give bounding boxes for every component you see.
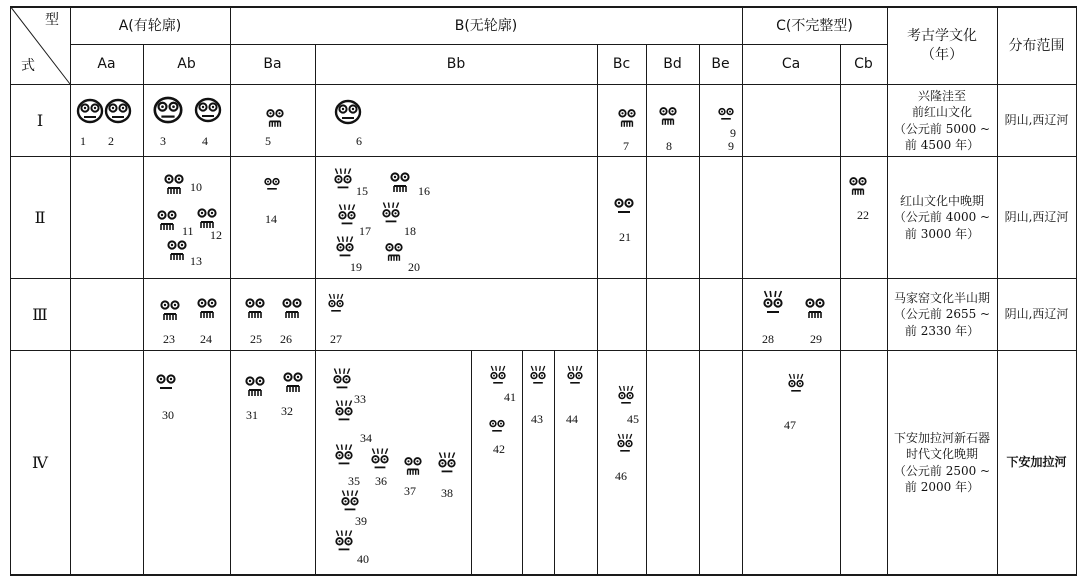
figure-number: 17 (359, 224, 371, 238)
group-header-b: B(无轮廓) (454, 17, 518, 34)
figure-number: 4 (202, 134, 208, 148)
figure-number: 10 (190, 180, 202, 194)
petroglyph-face-icon (246, 377, 263, 396)
petroglyph-face-icon (850, 178, 865, 195)
petroglyph-face-icon (619, 386, 633, 403)
range-row-1: 阴山,西辽河 (1004, 113, 1069, 128)
figure-number: 32 (281, 404, 293, 418)
figure-number: 20 (408, 260, 420, 274)
petroglyph-face-icon (789, 374, 803, 391)
figure-number: 33 (354, 392, 366, 406)
petroglyph-face-icon (198, 209, 215, 228)
figure-number: 34 (360, 431, 372, 445)
row-label-4: Ⅳ (32, 452, 48, 472)
petroglyph-face-icon (246, 299, 263, 318)
figure-number: 9 (730, 126, 736, 140)
petroglyph-face-icon (336, 401, 351, 420)
figure-number: 46 (615, 469, 627, 483)
petroglyph-face-icon (165, 175, 182, 194)
figure-number: 21 (619, 230, 631, 244)
corner-type-label: 型 (45, 11, 59, 28)
figure-number: 19 (350, 260, 362, 274)
petroglyph-face-icon (267, 110, 282, 127)
figure-number: 31 (246, 408, 258, 422)
figure-number: 27 (330, 332, 342, 346)
petroglyph-face-icon (336, 531, 351, 550)
figure-number: 43 (531, 412, 543, 426)
petroglyph-face-icon (806, 299, 823, 318)
petroglyph-face-icon (196, 99, 220, 121)
figure-number: 3 (160, 134, 166, 148)
petroglyph-face-icon (161, 301, 178, 320)
petroglyph-face-icon (168, 241, 185, 260)
petroglyph-face-icon (764, 291, 781, 312)
figure-number: 30 (162, 408, 174, 422)
subtype-cb: Cb (854, 56, 873, 73)
figure-number: 28 (762, 332, 774, 346)
subtype-bb: Bb (446, 56, 466, 73)
petroglyph-face-icon (329, 294, 343, 311)
figure-number: 45 (627, 412, 639, 426)
figure-number: 12 (210, 228, 222, 242)
range-row-3: 阴山,西辽河 (1004, 307, 1069, 322)
figure-number: 9 (728, 139, 734, 153)
figure-number: 13 (190, 254, 202, 268)
petroglyph-face-icon (155, 98, 181, 122)
figure-number: 29 (810, 332, 822, 346)
figure-number: 18 (404, 224, 416, 238)
petroglyph-face-icon (719, 109, 733, 119)
row-label-3: Ⅲ (32, 304, 48, 324)
figure-number: 16 (418, 184, 430, 198)
petroglyph-face-icon (531, 366, 545, 383)
figure-number: 40 (357, 552, 369, 566)
range-row-2: 阴山,西辽河 (1004, 210, 1069, 225)
subtype-bd: Bd (663, 56, 682, 73)
figure-number: 23 (163, 332, 175, 346)
row-label-2: Ⅱ (34, 207, 46, 227)
typology-table (10, 6, 1077, 576)
petroglyph-face-icon (619, 110, 634, 127)
subtype-bc: Bc (612, 56, 631, 73)
petroglyph-face-icon (439, 453, 454, 472)
figure-number: 35 (348, 474, 360, 488)
petroglyph-figures (10, 6, 1077, 576)
figure-number: 14 (265, 212, 277, 226)
petroglyph-face-icon (337, 237, 352, 256)
figure-number: 8 (666, 139, 672, 153)
figure-number: 5 (265, 134, 271, 148)
petroglyph-face-icon (391, 173, 408, 192)
culture-row-3: 马家窑文化半山期 （公元前 2655 ~ 前 2330 年） (893, 291, 991, 338)
figure-number: 42 (493, 442, 505, 456)
figure-number: 38 (441, 486, 453, 500)
petroglyph-face-icon (198, 299, 215, 318)
figure-number: 15 (356, 184, 368, 198)
figure-number: 11 (182, 224, 194, 238)
petroglyph-face-icon (283, 299, 300, 318)
range-row-4: 下安加拉河 (1006, 455, 1067, 470)
subtype-ba: Ba (263, 56, 282, 73)
petroglyph-face-icon (615, 199, 632, 212)
petroglyph-face-icon (334, 369, 349, 388)
culture-row-1: 兴隆洼至 前红山文化 （公元前 5000 ~ 前 4500 年） (893, 89, 991, 152)
petroglyph-face-icon (386, 244, 401, 261)
petroglyph-face-icon (158, 211, 175, 230)
petroglyph-face-icon (265, 179, 279, 189)
figure-number: 36 (375, 474, 387, 488)
subtype-aa: Aa (97, 56, 116, 73)
petroglyph-face-icon (490, 421, 504, 431)
figure-number: 22 (857, 208, 869, 222)
figure-number: 24 (200, 332, 212, 346)
subtype-ab: Ab (177, 56, 196, 73)
petroglyph-face-icon (372, 449, 387, 468)
subtype-ca: Ca (781, 56, 801, 73)
subtype-be: Be (711, 56, 730, 73)
petroglyph-face-icon (336, 445, 351, 464)
figure-number: 37 (404, 484, 416, 498)
petroglyph-face-icon (336, 101, 360, 123)
petroglyph-face-icon (568, 366, 582, 383)
figure-number: 7 (623, 139, 629, 153)
petroglyph-face-icon (157, 375, 174, 388)
range-header: 分布范围 (1008, 37, 1065, 54)
corner-form-label: 式 (21, 57, 35, 74)
petroglyph-face-icon (618, 434, 632, 451)
row-label-1: Ⅰ (36, 110, 44, 130)
figure-number: 26 (280, 332, 292, 346)
group-header-a: A(有轮廓) (118, 17, 182, 34)
petroglyph-face-icon (78, 100, 102, 122)
figure-number: 41 (504, 390, 516, 404)
culture-row-2: 红山文化中晚期 （公元前 4000 ~ 前 3000 年） (893, 194, 991, 241)
petroglyph-face-icon (284, 373, 301, 392)
figure-number: 25 (250, 332, 262, 346)
figure-number: 44 (566, 412, 578, 426)
petroglyph-face-icon (342, 491, 357, 510)
figure-number: 39 (355, 514, 367, 528)
figure-number: 6 (356, 134, 362, 148)
figure-number: 2 (108, 134, 114, 148)
figure-number: 47 (784, 418, 796, 432)
petroglyph-face-icon (383, 203, 398, 222)
petroglyph-face-icon (660, 108, 675, 125)
culture-header: 考古学文化 （年） (907, 28, 977, 63)
culture-row-4: 下安加拉河新石器 时代文化晚期 （公元前 2500 ~ 前 2000 年） (893, 431, 991, 494)
group-header-c: C(不完整型) (776, 17, 853, 34)
figure-number: 1 (80, 134, 86, 148)
petroglyph-face-icon (106, 100, 130, 122)
petroglyph-face-icon (405, 458, 420, 475)
petroglyph-face-icon (491, 366, 505, 383)
petroglyph-face-icon (339, 205, 354, 224)
petroglyph-face-icon (335, 169, 350, 188)
